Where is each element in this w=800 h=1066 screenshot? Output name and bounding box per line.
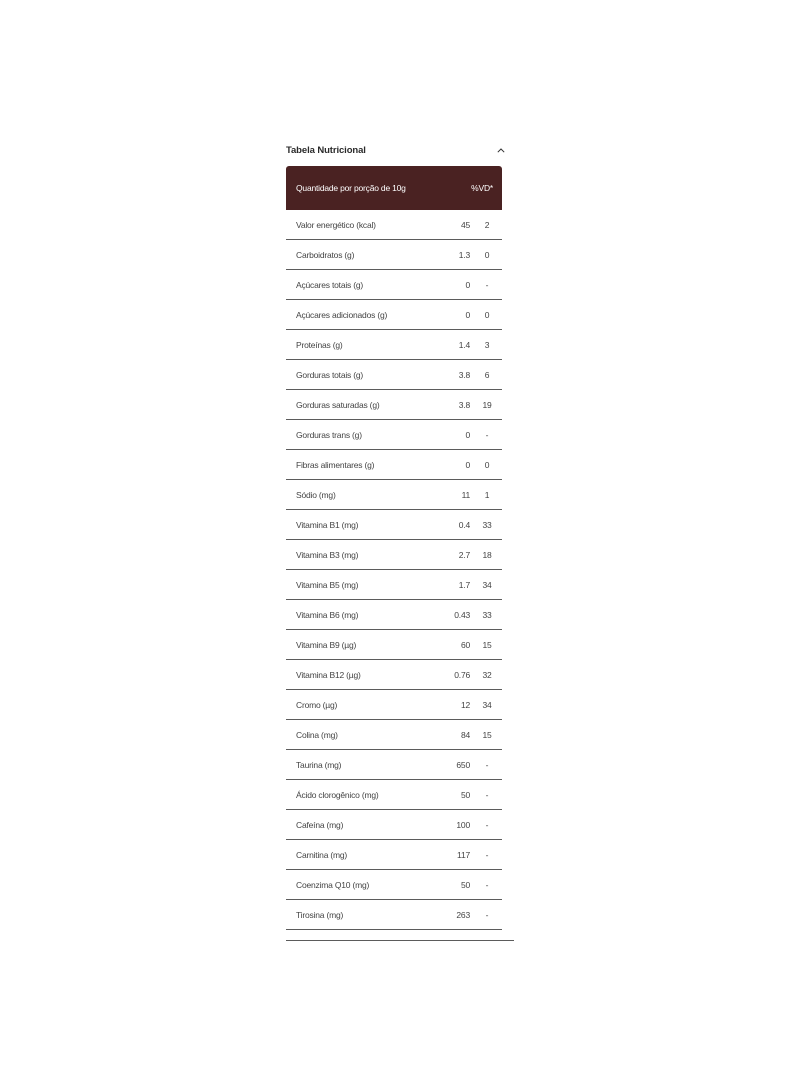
nutrient-name: Vitamina B3 (mg)	[296, 549, 359, 560]
nutrition-accordion-toggle[interactable]	[286, 136, 514, 164]
table-row	[286, 300, 502, 330]
nutrient-daily-value: -	[485, 429, 489, 440]
nutrient-quantity: 50	[460, 879, 470, 890]
chevron-up-icon[interactable]	[496, 145, 506, 155]
table-row	[286, 870, 502, 900]
nutrient-name: Vitamina B1 (mg)	[296, 519, 359, 530]
table-row	[286, 420, 502, 450]
nutrient-name: Cromo (µg)	[296, 699, 338, 710]
nutrient-quantity: 50	[460, 789, 470, 800]
table-row	[286, 360, 502, 390]
nutrient-quantity: 650	[456, 759, 470, 770]
table-row	[286, 840, 502, 870]
nutrient-daily-value: 15	[482, 639, 492, 650]
nutrient-daily-value: 34	[482, 699, 492, 710]
table-row	[286, 210, 502, 240]
nutrient-daily-value: 15	[482, 729, 492, 740]
nutrient-daily-value: 32	[482, 669, 492, 680]
nutrient-name: Gorduras totais (g)	[296, 369, 364, 380]
nutrient-quantity: 0	[465, 429, 470, 440]
nutrient-daily-value: 33	[482, 609, 492, 620]
nutrient-name: Ácido clorogênico (mg)	[296, 789, 379, 800]
nutrient-name: Açúcares adicionados (g)	[296, 309, 388, 320]
nutrient-daily-value: 6	[484, 369, 490, 380]
table-row	[286, 570, 502, 600]
nutrient-daily-value: -	[485, 909, 489, 920]
nutrient-name: Cafeína (mg)	[296, 819, 344, 830]
nutrient-name: Taurina (mg)	[296, 759, 342, 770]
nutrient-name: Tirosina (mg)	[296, 909, 344, 920]
nutrition-table	[286, 166, 502, 930]
nutrient-quantity: 12	[460, 699, 470, 710]
nutrient-quantity: 117	[457, 849, 470, 860]
table-row	[286, 720, 502, 750]
table-row	[286, 660, 502, 690]
nutrient-name: Vitamina B6 (mg)	[296, 609, 359, 620]
nutrient-daily-value: 3	[484, 339, 490, 350]
nutrient-daily-value: -	[485, 849, 489, 860]
nutrient-daily-value: 34	[482, 579, 492, 590]
table-header	[286, 166, 502, 210]
table-row	[286, 690, 502, 720]
nutrient-quantity: 263	[456, 909, 470, 920]
nutrition-accordion	[286, 136, 514, 941]
table-row	[286, 240, 502, 270]
nutrient-quantity: 0	[465, 279, 470, 290]
nutrient-name: Carnitina (mg)	[296, 849, 348, 860]
nutrient-quantity: 0.4	[458, 519, 470, 530]
table-row	[286, 450, 502, 480]
nutrient-daily-value: -	[485, 789, 489, 800]
table-row	[286, 630, 502, 660]
nutrient-name: Coenzima Q10 (mg)	[296, 879, 370, 890]
table-row	[286, 390, 502, 420]
nutrient-daily-value: -	[485, 819, 489, 830]
table-row	[286, 540, 502, 570]
nutrient-quantity: 1.4	[458, 339, 470, 350]
table-row	[286, 330, 502, 360]
nutrient-name: Colina (mg)	[296, 729, 338, 740]
nutrient-quantity: 84	[460, 729, 470, 740]
nutrient-quantity: 0	[465, 309, 470, 320]
table-row	[286, 600, 502, 630]
nutrient-name: Fibras alimentares (g)	[296, 459, 375, 470]
nutrient-quantity: 100	[456, 819, 470, 830]
nutrient-quantity: 0	[465, 459, 470, 470]
nutrient-name: Valor energético (kcal)	[296, 219, 376, 230]
accordion-bottom-divider	[286, 940, 514, 941]
nutrient-daily-value: -	[485, 879, 489, 890]
nutrient-daily-value: 0	[484, 249, 490, 260]
nutrient-quantity: 0.43	[454, 609, 470, 620]
table-row	[286, 510, 502, 540]
table-row	[286, 810, 502, 840]
nutrient-name: Açúcares totais (g)	[296, 279, 364, 290]
nutrient-quantity: 1.7	[458, 579, 470, 590]
nutrient-name: Vitamina B12 (µg)	[296, 669, 361, 680]
nutrient-quantity: 45	[460, 219, 470, 230]
nutrient-name: Proteínas (g)	[296, 339, 343, 350]
table-row	[286, 780, 502, 810]
nutrient-quantity: 3.8	[458, 369, 470, 380]
nutrient-quantity: 3.8	[458, 399, 470, 410]
table-row	[286, 270, 502, 300]
table-row	[286, 750, 502, 780]
accordion-title: Tabela Nutricional	[286, 144, 366, 156]
table-row	[286, 480, 502, 510]
nutrient-daily-value: 2	[484, 219, 490, 230]
nutrient-quantity: 11	[461, 489, 470, 500]
nutrient-daily-value: 0	[484, 309, 490, 320]
nutrient-daily-value: -	[485, 759, 489, 770]
table-body	[286, 210, 502, 930]
nutrient-name: Vitamina B9 (µg)	[296, 639, 357, 650]
nutrient-daily-value: 19	[482, 399, 492, 410]
nutrient-quantity: 1.3	[458, 249, 470, 260]
table-row	[286, 900, 502, 930]
nutrient-quantity: 2.7	[458, 549, 470, 560]
nutrient-daily-value: 1	[484, 489, 490, 500]
nutrient-daily-value: 0	[484, 459, 490, 470]
nutrient-name: Sódio (mg)	[296, 489, 336, 500]
nutrient-daily-value: 18	[482, 549, 492, 560]
nutrient-quantity: 60	[460, 639, 470, 650]
nutrient-daily-value: -	[485, 279, 489, 290]
nutrient-quantity: 0.76	[454, 669, 470, 680]
nutrient-name: Carboidratos (g)	[296, 249, 355, 260]
nutrient-name: Gorduras saturadas (g)	[296, 399, 380, 410]
header-vd-label: %VD*	[471, 183, 493, 193]
nutrient-name: Gorduras trans (g)	[296, 429, 362, 440]
nutrient-daily-value: 33	[482, 519, 492, 530]
nutrient-name: Vitamina B5 (mg)	[296, 579, 359, 590]
header-serving-label: Quantidade por porção de 10g	[296, 183, 406, 193]
